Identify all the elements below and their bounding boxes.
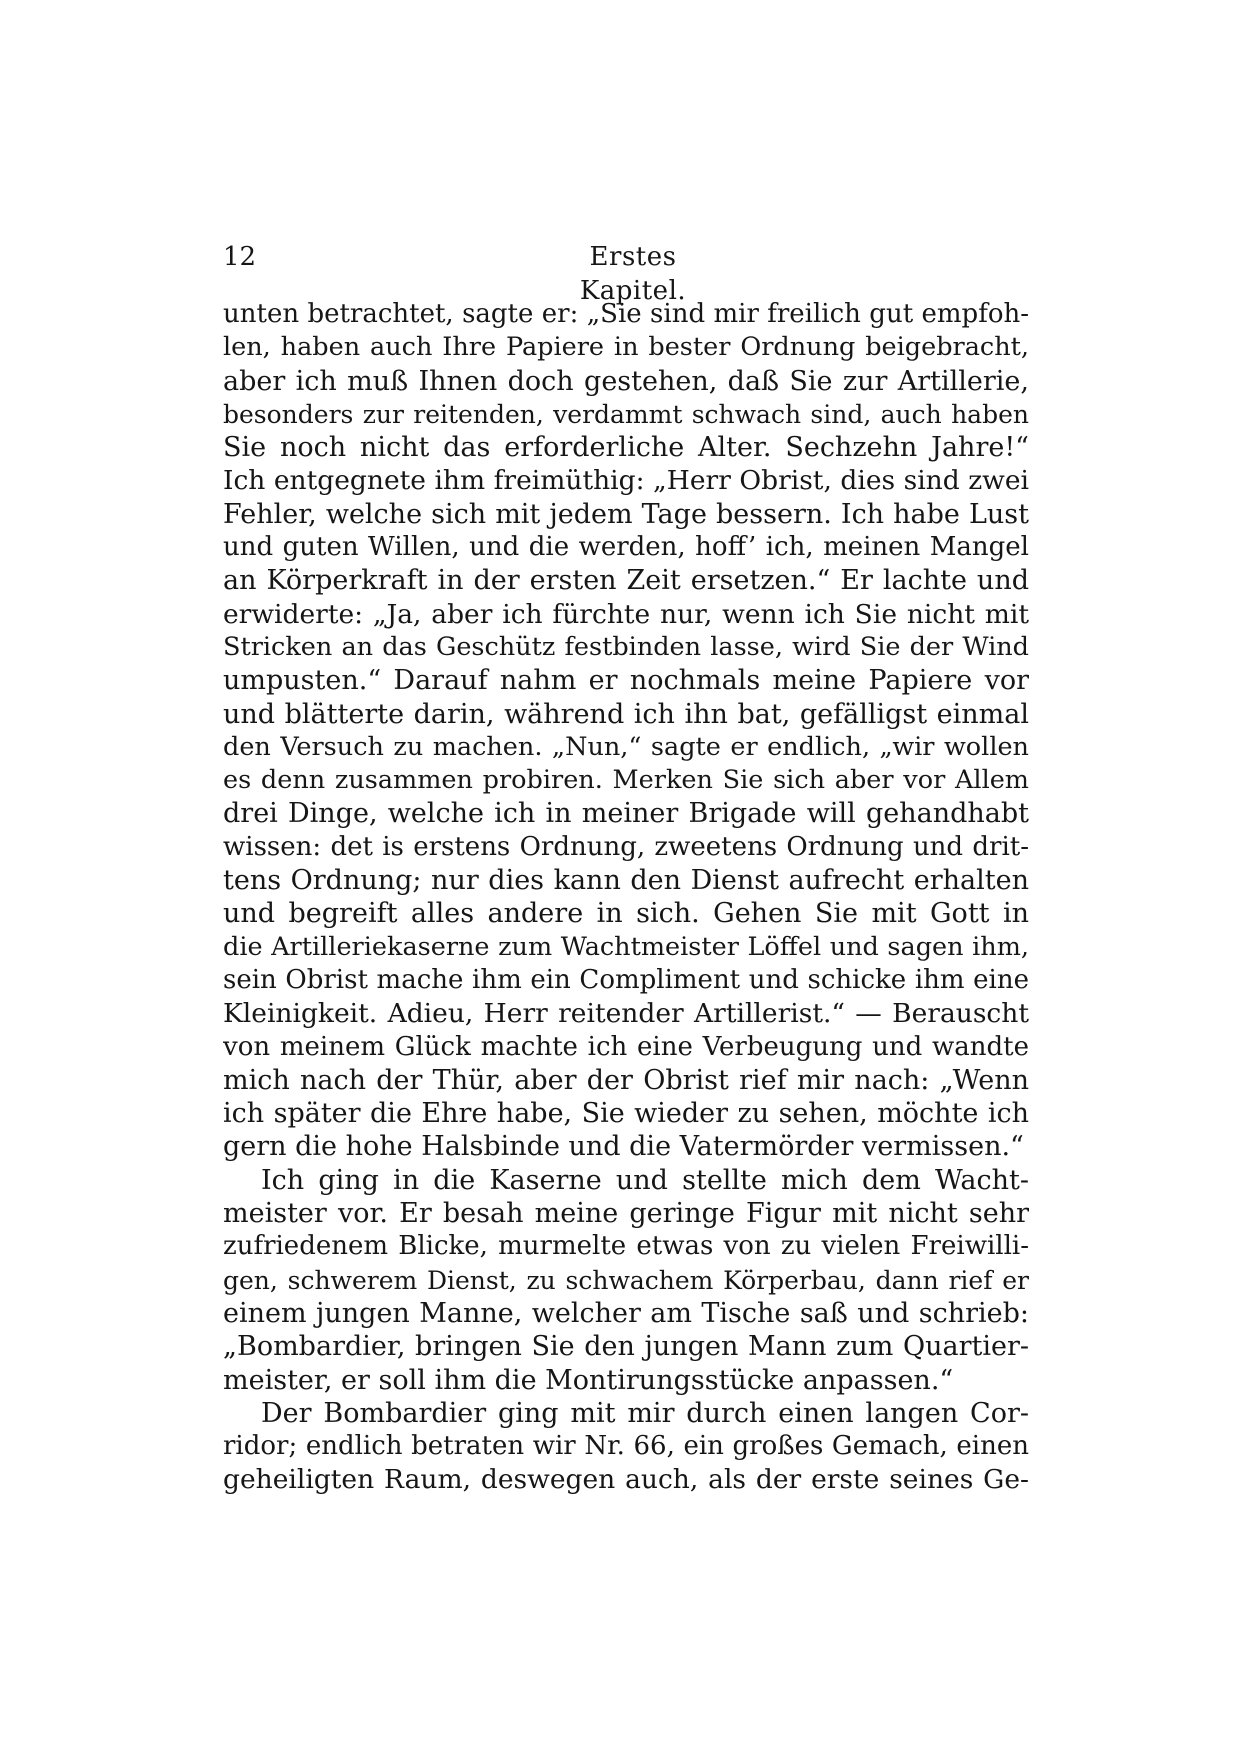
text-line: Stricken an das Geschütz festbinden lasse, wird Sie der Wind [223,631,1029,662]
text-line: es denn zusammen probiren. Merken Sie sich aber vor Allem [223,765,1029,796]
body-text [223,298,1029,1497]
text-line: Ich entgegnete ihm freimüthig: „Herr Obrist, dies sind zwei [223,465,1029,497]
text-line: len, haben auch Ihre Papiere in bester Ordnung beigebracht, [223,332,1029,363]
page-number: 12 [223,242,257,272]
text-line: ridor; endlich betraten wir Nr. 66, ein großes Gemach, einen [223,1431,1029,1462]
text-line: unten betrachtet, sagte er: „Sie sind mir freilich gut empfoh- [223,299,1029,329]
text-line: wissen: det is erstens Ordnung, zweetens Ordnung und drit- [223,831,1029,862]
text-line: erwiderte: „Ja, aber ich fürchte nur, wenn ich Sie nicht mit [223,598,1029,630]
text-line: besonders zur reitenden, verdammt schwach sind, auch haben [223,399,1029,429]
text-line: und guten Willen, und die werden, hoff’ ich, meinen Mangel [223,532,1029,563]
page-header [223,240,1029,306]
text-line: ich später die Ehre habe, Sie wieder zu sehen, möchte ich [223,1098,1029,1130]
text-line: aber ich muß Ihnen doch gestehen, daß Sie zur Artillerie, [223,365,1029,397]
text-line: an Körperkraft in der ersten Zeit ersetzen.“ Er lachte und [223,565,1029,597]
text-line: und begreift alles andere in sich. Gehen Sie mit Gott in [223,898,1029,930]
paragraph-end-line: meister, er soll ihm die Montirungsstücke anpassen.“ [223,1364,954,1396]
text-line: drei Dinge, welche ich in meiner Brigade will gehandhabt [223,798,1029,830]
text-line: mich nach der Thür, aber der Obrist rief mir nach: „Wenn [223,1064,1029,1096]
text-line: Kleinigkeit. Adieu, Herr reitender Artillerist.“ — Berauscht [223,998,1029,1030]
paragraph-end-line: gern die hohe Halsbinde und die Vatermörder vermissen.“ [223,1131,1024,1163]
paragraph-start-line: Ich ging in die Kaserne und stellte mich dem Wacht- [261,1164,1029,1196]
text-line: Fehler, welche sich mit jedem Tage bessern. Ich habe Lust [223,498,1029,530]
text-line: sein Obrist mache ihm ein Compliment und schicke ihm eine [223,964,1029,995]
text-line: die Artilleriekaserne zum Wachtmeister Löffel und sagen ihm, [223,931,1029,962]
text-line: Sie noch nicht das erforderliche Alter. Sechzehn Jahre!“ [223,432,1029,464]
paragraph-start-line: Der Bombardier ging mit mir durch einen langen Cor- [261,1397,1029,1429]
text-line: tens Ordnung; nur dies kann den Dienst aufrecht erhalten [223,865,1029,897]
text-line: einem jungen Manne, welcher am Tische saß und schrieb: [223,1297,1029,1329]
text-line: „Bombardier, bringen Sie den jungen Mann zum Quartier- [223,1331,1029,1363]
text-line: gen, schwerem Dienst, zu schwachem Körperbau, dann rief er [223,1265,1029,1295]
text-line: zufriedenem Blicke, murmelte etwas von zu vielen Freiwilli- [223,1231,1029,1262]
text-line: von meinem Glück machte ich eine Verbeugung und wandte [223,1031,1029,1062]
running-head: Erstes Kapitel. [579,242,687,306]
text-line: umpusten.“ Darauf nahm er nochmals meine Papiere vor [223,665,1029,697]
text-line: geheiligten Raum, deswegen auch, als der erste seines Ge- [223,1464,1029,1496]
text-line: meister vor. Er besah meine geringe Figur mit nicht sehr [223,1198,1029,1230]
text-line: den Versuch zu machen. „Nun,“ sagte er endlich, „wir wollen [223,731,1029,762]
text-line: und blätterte darin, während ich ihn bat, gefälligst einmal [223,698,1029,730]
